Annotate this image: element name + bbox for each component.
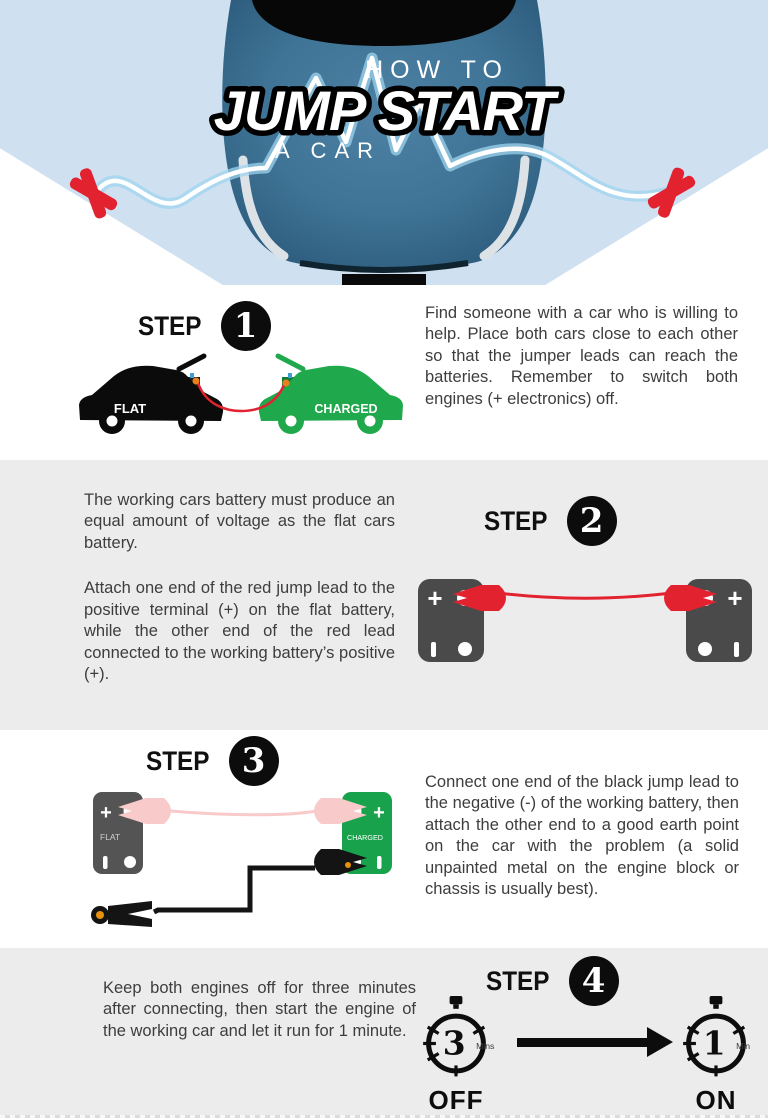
step-4-section	[0, 948, 768, 1118]
hero-eyebrow: HOW TO	[365, 56, 509, 84]
step-3-number-badge: 3	[229, 736, 279, 786]
step-2-number-badge: 2	[567, 496, 617, 546]
timer-off	[414, 996, 498, 1116]
hero-title: JUMP START	[213, 79, 555, 142]
red-jump-lead	[498, 593, 672, 598]
step-4-number-badge: 4	[569, 956, 619, 1006]
arrow-right-icon	[517, 1038, 649, 1047]
step-4-text: Keep both engines off for three minutes after connecting, then start the engine of the working car and let it run for 1 minute.	[103, 979, 416, 1040]
faded-red-lead	[170, 811, 316, 815]
red-clamp-left-icon	[65, 164, 122, 224]
black-clamp-earth-icon	[91, 901, 152, 927]
black-jump-lead	[154, 868, 315, 912]
hero-subtitle: A CAR	[274, 138, 382, 163]
stopwatch-3min-icon	[414, 996, 498, 1091]
flat-car	[79, 356, 223, 434]
timer-on-state: ON	[695, 1085, 737, 1115]
timer-on	[674, 996, 758, 1116]
charged-car	[259, 356, 403, 434]
step-2-text	[84, 490, 395, 710]
step-1-section	[0, 285, 768, 460]
step-4-label: STEP	[486, 965, 550, 996]
step-3-section	[0, 730, 768, 948]
step-2-paragraph-2: Attach one end of the red jump lead to the positive terminal (+) on the flat battery, while the other end of the red lead connected to the working battery’s positive (+).	[84, 579, 395, 684]
timer-on-unit: Min	[736, 1040, 751, 1051]
plus-terminal-label: +	[727, 583, 743, 613]
charged-car-label: CHARGED	[314, 402, 378, 416]
flat-battery-label: FLAT	[100, 832, 121, 842]
step-2-label: STEP	[484, 505, 548, 536]
charged-battery-label: CHARGED	[347, 833, 383, 842]
timer-on-value: 1	[702, 1023, 726, 1063]
step-1-label: STEP	[138, 310, 202, 341]
step-1-text: Find someone with a car who is willing to help. Place both cars close to each other so that the jumper leads can reach the batteries. Remember to switch both engines (+ electronics) off.	[425, 304, 738, 408]
step-3-label: STEP	[146, 745, 210, 776]
step-3-text: Connect one end of the black jump lead to the negative (-) of the working battery, then attach the other end to a good earth point on the car with the problem (a solid unpainted metal on the engine block or chassis is usually best).	[425, 773, 739, 899]
stopwatch-1min-icon	[674, 996, 758, 1091]
plus-terminal-label: +	[373, 802, 385, 824]
timers-row	[414, 996, 758, 1116]
step-3-heading	[146, 736, 279, 786]
batteries-red-lead-illustration	[418, 562, 752, 662]
step-1-number-badge: 1	[221, 301, 271, 351]
step-2-section	[0, 460, 768, 730]
plus-terminal-label: +	[427, 583, 443, 613]
step-2-paragraph-1: The working cars battery must produce an equal amount of voltage as the flat cars battery.	[84, 491, 395, 552]
timer-off-value: 3	[442, 1023, 466, 1063]
flat-car-label: FLAT	[113, 401, 147, 416]
timer-off-state: OFF	[428, 1085, 484, 1115]
clamp-dot-right	[283, 380, 290, 387]
plus-terminal-label: +	[100, 802, 112, 824]
black-lead-earth-illustration	[70, 782, 415, 944]
hero-header	[0, 0, 768, 285]
clamp-dot-left	[193, 378, 200, 385]
two-cars-illustration	[76, 341, 406, 441]
step-2-heading	[484, 496, 617, 546]
timer-off-unit: Mins	[476, 1040, 495, 1051]
